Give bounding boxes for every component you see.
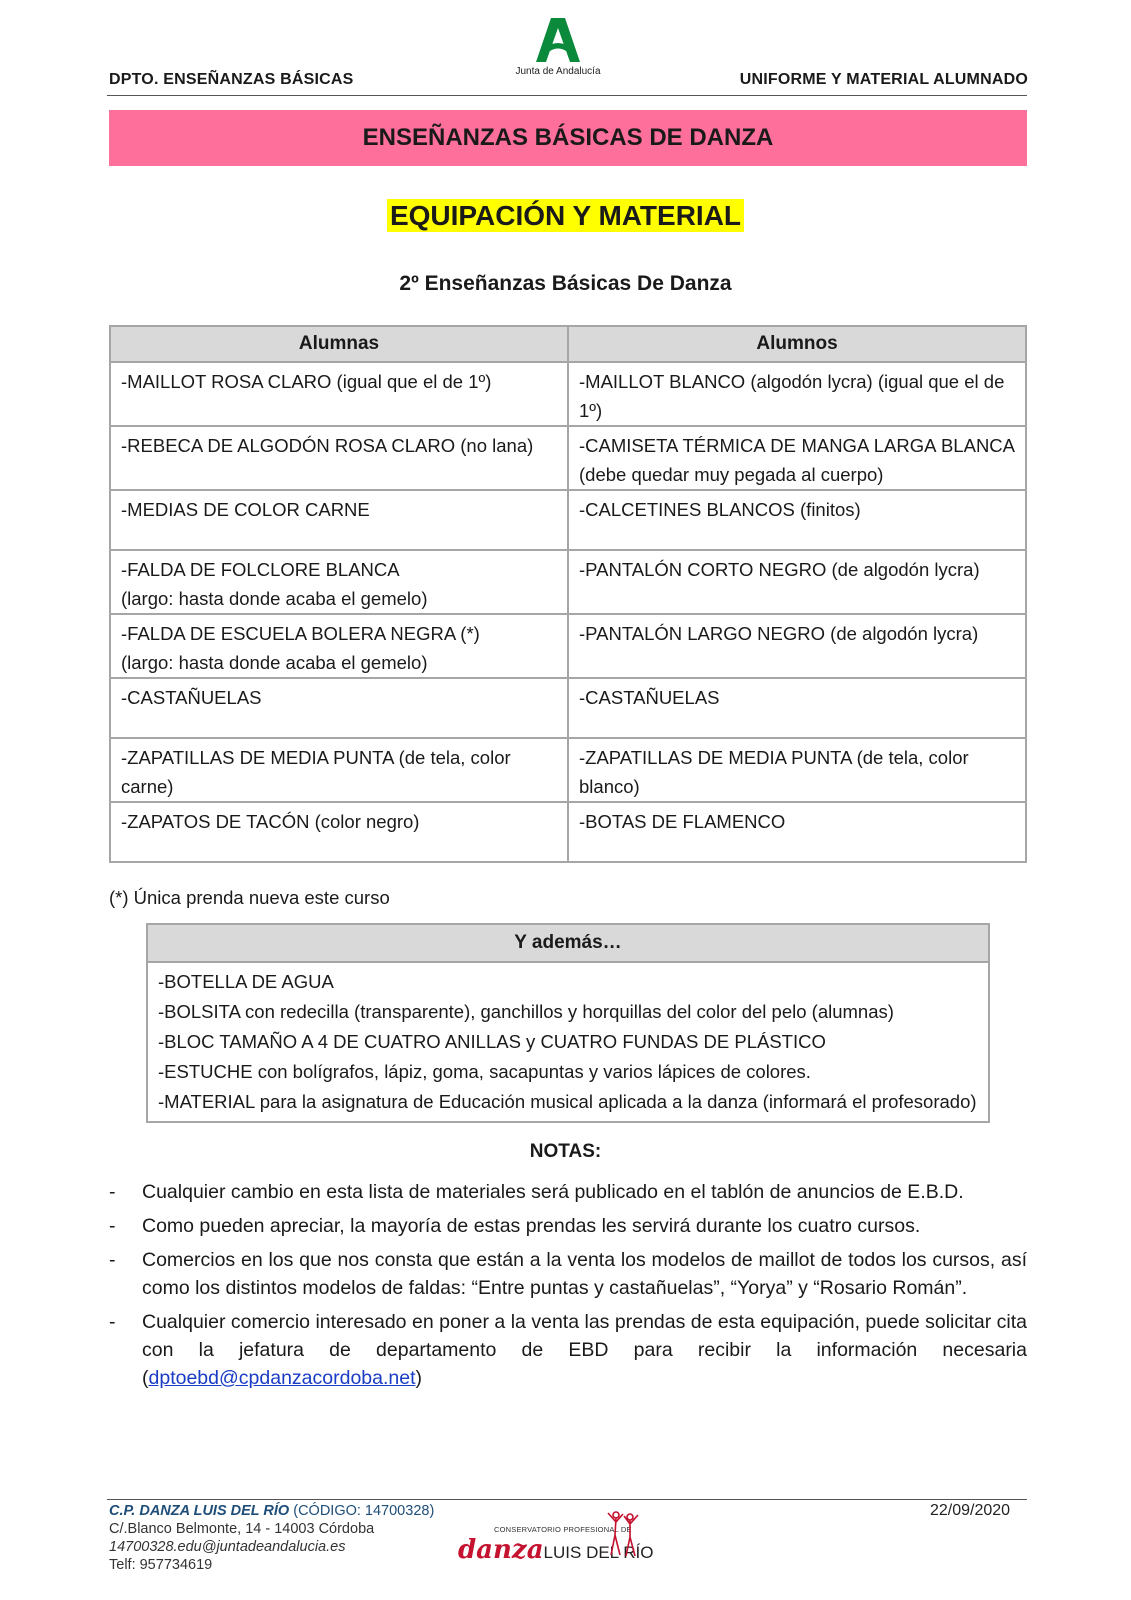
footnote: (*) Única prenda nueva este curso — [109, 887, 390, 908]
table-row — [110, 362, 1026, 426]
footer-school-line — [109, 1502, 434, 1520]
conservatory-logo — [458, 1515, 666, 1585]
girls-item: -FALDA DE FOLCLORE BLANCA (largo: hasta donde acaba el gemelo) — [110, 550, 568, 614]
notes-list — [109, 1178, 1027, 1398]
conservatory-logo-small-text: CONSERVATORIO PROFESIONAL DE — [494, 1525, 632, 1534]
section-title — [0, 200, 1131, 232]
boys-item: -MAILLOT BLANCO (algodón lycra) (igual que el de 1º) — [568, 362, 1026, 426]
girls-item: -MAILLOT ROSA CLARO (igual que el de 1º) — [110, 362, 568, 426]
table-row — [110, 802, 1026, 862]
column-header-girls: Alumnas — [110, 326, 568, 362]
list-item: -BOLSITA con redecilla (transparente), ganchillos y horquillas del color del pelo (alumnas) — [158, 1001, 894, 1022]
note-item — [109, 1246, 1027, 1302]
list-item: -BLOC TAMAÑO A 4 DE CUATRO ANILLAS y CUATRO FUNDAS DE PLÁSTICO — [158, 1031, 826, 1052]
note-bullet: - — [109, 1181, 116, 1203]
table-row — [110, 678, 1026, 738]
list-item: -BOTELLA DE AGUA — [158, 971, 334, 992]
table-row — [110, 490, 1026, 550]
footer-phone: Telf: 957734619 — [109, 1557, 213, 1573]
note-bullet: - — [109, 1249, 116, 1271]
footer-school-name: C.P. DANZA LUIS DEL RÍO — [109, 1503, 290, 1519]
list-item: -ESTUCHE con bolígrafos, lápiz, goma, sacapuntas y varios lápices de colores. — [158, 1061, 811, 1082]
note-item — [109, 1212, 1027, 1240]
department-email-link[interactable]: dptoebd@cpdanzacordoba.net — [148, 1367, 416, 1389]
additional-materials-list — [148, 963, 988, 1121]
boys-item: -CAMISETA TÉRMICA DE MANGA LARGA BLANCA (debe quedar muy pegada al cuerpo) — [568, 426, 1026, 490]
boys-item: -CASTAÑUELAS — [568, 678, 1026, 738]
table-row — [110, 426, 1026, 490]
notes-title: NOTAS: — [529, 1141, 602, 1162]
column-header-boys: Alumnos — [568, 326, 1026, 362]
section-title-text: EQUIPACIÓN Y MATERIAL — [387, 199, 744, 232]
conservatory-logo-danza: danza — [458, 1535, 544, 1565]
note-bullet: - — [109, 1311, 116, 1333]
boys-item: -PANTALÓN LARGO NEGRO (de algodón lycra) — [568, 614, 1026, 678]
additional-materials-title: Y además… — [148, 925, 988, 963]
note-text: Comercios en los que nos consta que están a la venta los modelos de maillot de todos los cursos, así como los distintos modelos de faldas: “Entre puntas y castañuelas”, “Yorya” y “Rosario Román”. — [142, 1249, 1027, 1299]
note-item — [109, 1178, 1027, 1206]
note-text: Cualquier cambio en esta lista de materiales será publicado en el tablón de anuncios de E.B.D. — [142, 1181, 964, 1203]
girls-item: -FALDA DE ESCUELA BOLERA NEGRA (*) (largo: hasta donde acaba el gemelo) — [110, 614, 568, 678]
girls-item: -ZAPATILLAS DE MEDIA PUNTA (de tela, color carne) — [110, 738, 568, 802]
boys-item: -PANTALÓN CORTO NEGRO (de algodón lycra) — [568, 550, 1026, 614]
dancers-icon — [606, 1509, 640, 1559]
footer-date: 22/09/2020 — [930, 1502, 1011, 1519]
header-document-title: UNIFORME Y MATERIAL ALUMNADO — [739, 71, 1028, 88]
footer-divider — [107, 1499, 1027, 1500]
girls-item: -REBECA DE ALGODÓN ROSA CLARO (no lana) — [110, 426, 568, 490]
junta-andalucia-logo-icon — [534, 16, 582, 64]
level-banner: ENSEÑANZAS BÁSICAS DE DANZA — [109, 110, 1027, 166]
note-text: Cualquier comercio interesado en poner a la venta las prendas de esta equipación, puede solicitar cita con la jefatura de departamento de EBD para recibir la información necesaria (dptoebd@cpdanzacordoba.net) — [142, 1311, 1027, 1389]
footer-email: 14700328.edu@juntadeandalucia.es — [109, 1539, 346, 1555]
note-bullet: - — [109, 1215, 116, 1237]
boys-item: -CALCETINES BLANCOS (finitos) — [568, 490, 1026, 550]
girls-item: -MEDIAS DE COLOR CARNE — [110, 490, 568, 550]
note-text: Como pueden apreciar, la mayoría de estas prendas les servirá durante los cuatro cursos. — [142, 1215, 921, 1237]
uniform-table — [109, 325, 1027, 863]
additional-materials-box — [146, 923, 990, 1123]
course-title: 2º Enseñanzas Básicas De Danza — [399, 272, 732, 295]
junta-logo — [508, 16, 608, 77]
footer-address — [109, 1502, 434, 1574]
table-row — [110, 550, 1026, 614]
junta-logo-text: Junta de Andalucía — [515, 66, 601, 77]
conservatory-logo-name: LUIS DEL RÍO — [543, 1543, 654, 1562]
boys-item: -BOTAS DE FLAMENCO — [568, 802, 1026, 862]
girls-item: -ZAPATOS DE TACÓN (color negro) — [110, 802, 568, 862]
footer-street: C/.Blanco Belmonte, 14 - 14003 Córdoba — [109, 1521, 375, 1537]
list-item: -MATERIAL para la asignatura de Educación musical aplicada a la danza (informará el profesorado) — [158, 1091, 977, 1112]
table-header-row — [110, 326, 1026, 362]
note-item — [109, 1308, 1027, 1392]
table-row — [110, 738, 1026, 802]
table-row — [110, 614, 1026, 678]
boys-item: -ZAPATILLAS DE MEDIA PUNTA (de tela, color blanco) — [568, 738, 1026, 802]
girls-item: -CASTAÑUELAS — [110, 678, 568, 738]
header-divider — [107, 95, 1027, 96]
header-department: DPTO. ENSEÑANZAS BÁSICAS — [109, 71, 354, 88]
footer-school-code: (CÓDIGO: 14700328) — [293, 1503, 435, 1519]
